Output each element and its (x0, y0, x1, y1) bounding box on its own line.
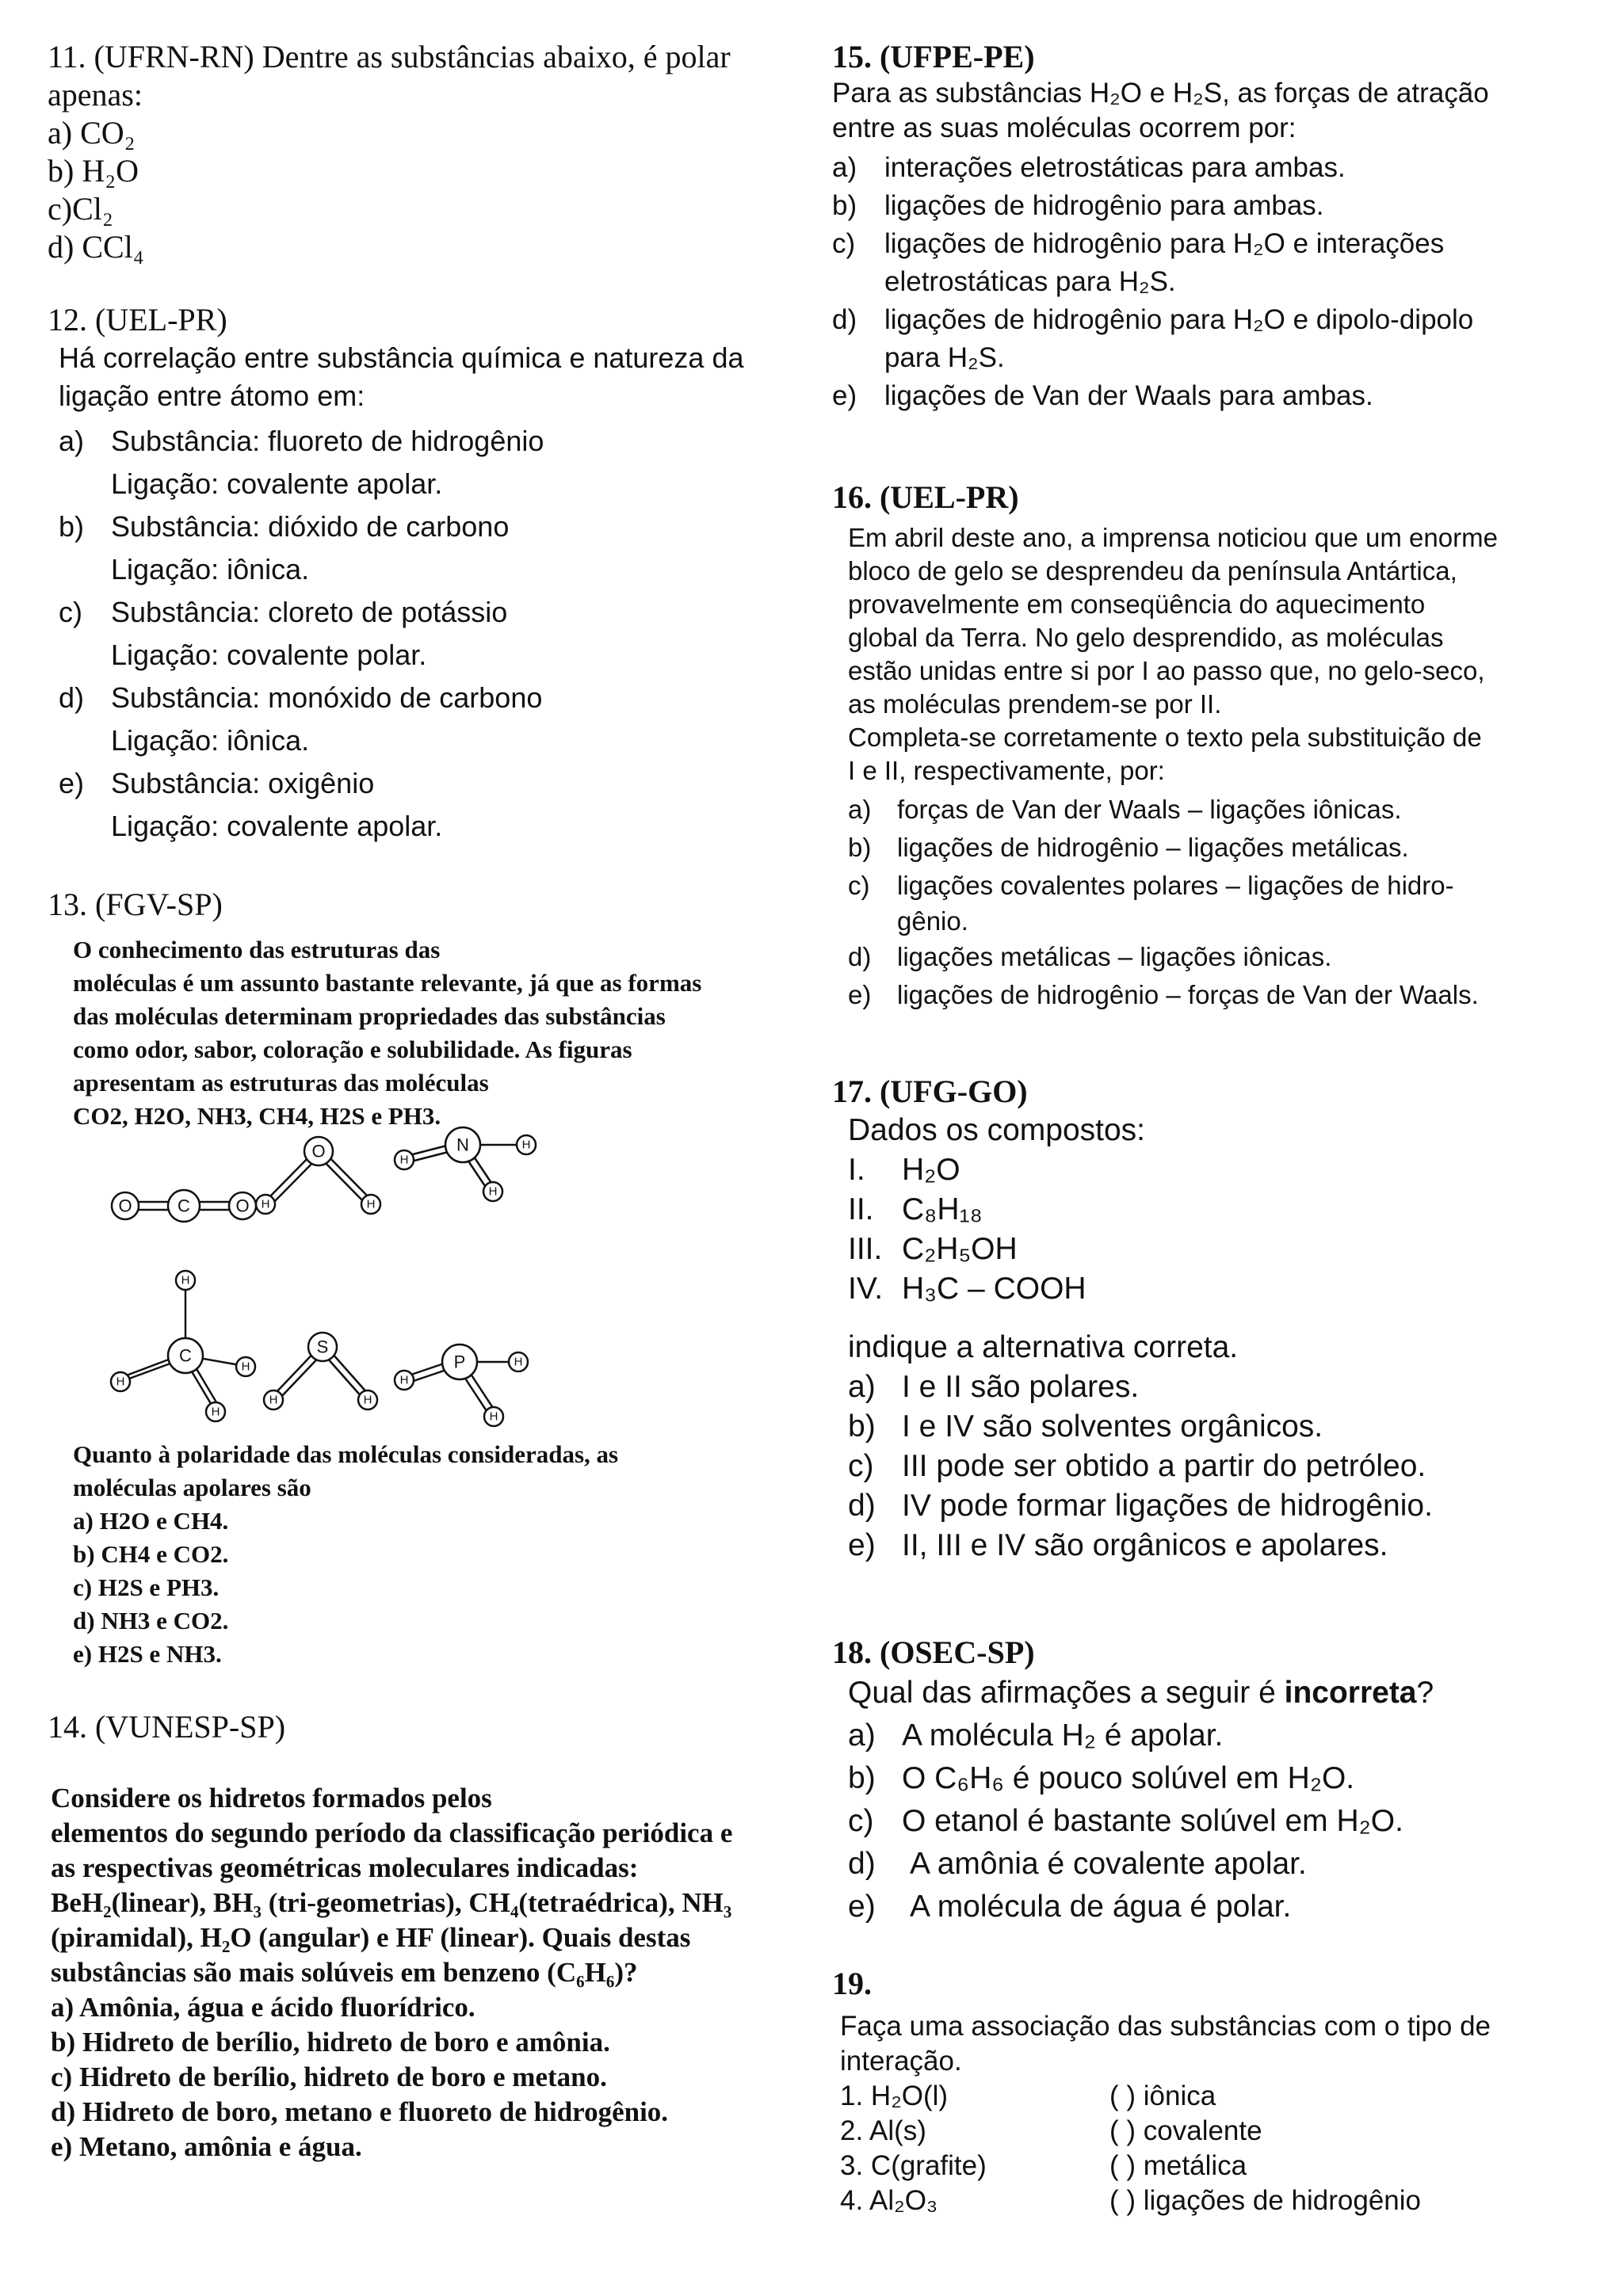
question-13 (48, 886, 785, 1133)
atom-label: H (521, 1138, 531, 1152)
option-text: ligações de Van der Waals para ambas. (884, 380, 1373, 411)
option-text: II, III e IV são orgânicos e apolares. (902, 1528, 1388, 1562)
ph3-molecule (395, 1344, 528, 1426)
option-text: ligações covalentes polares – ligações de hidro- (897, 871, 1454, 900)
compound-number: IV. (848, 1272, 884, 1306)
option-substance: Substância: dióxido de carbono (111, 510, 510, 543)
question-13-stem: moléculas é um assunto bastante relevante, já que as formas (73, 969, 702, 997)
question-13-stem: das moléculas determinam propriedades das substâncias (73, 1002, 666, 1030)
option-text: ligações de hidrogênio – ligações metálicas. (897, 833, 1409, 862)
compound-number: III. (848, 1232, 883, 1266)
option-b: b) H₂O (48, 153, 139, 189)
option-text: I e II são polares. (902, 1370, 1140, 1404)
molecule-structures-figure (95, 1125, 713, 1450)
atom-label: H (211, 1405, 220, 1419)
option-bond: Ligação: covalente apolar. (111, 467, 443, 500)
atom-label: H (181, 1273, 190, 1287)
substance-item: 1. H₂O(l) (840, 2081, 949, 2111)
question-14 (48, 1708, 785, 2164)
option-b (832, 187, 1593, 225)
option-letter: a) (848, 795, 872, 824)
question-12-title: 12. (UEL-PR) (48, 302, 227, 338)
option-substance: Substância: cloreto de potássio (111, 596, 508, 628)
option-b: b) Hidreto de berílio, hidreto de boro e amônia. (51, 2027, 610, 2058)
option-bond: Ligação: iônica. (111, 553, 310, 585)
question-13-title: 13. (FGV-SP) (48, 887, 223, 922)
option-e: e) Metano, amônia e água. (51, 2131, 362, 2162)
substance-item: 3. C(grafite) (840, 2150, 987, 2181)
option-bond: Ligação: iônica. (111, 724, 310, 757)
atom-label: H (399, 1153, 409, 1167)
question-16-stem: global da Terra. No gelo desprendido, as moléculas (848, 623, 1444, 652)
interaction-item: ( ) covalente (1109, 2115, 1262, 2146)
compound-ii (848, 1190, 1593, 1230)
option-text: O etanol é bastante solúvel em H₂O. (902, 1804, 1403, 1838)
option-text: ligações de hidrogênio – forças de Van der Waals. (897, 980, 1479, 1009)
question-17 (832, 1073, 1593, 1566)
question-13-stem: apresentam as estruturas das moléculas (73, 1069, 489, 1097)
compound-formula: H₂O (902, 1153, 960, 1187)
atom-label: H (489, 1409, 498, 1424)
option-text: IV pode formar ligações de hidrogênio. (902, 1489, 1433, 1523)
option-a: a) Amônia, água e ácido fluorídrico. (51, 1992, 475, 2023)
question-16-stem: provavelmente em conseqüência do aquecimento (848, 589, 1426, 619)
option-letter: b) (59, 510, 85, 543)
compound-number: I. (848, 1153, 865, 1187)
question-19-title: 19. (832, 1966, 872, 2001)
question-14-stem: as respectivas geométricas moleculares indicadas: (51, 1852, 639, 1883)
option-letter: d) (59, 681, 85, 714)
atom-label: H (261, 1197, 270, 1211)
interaction-item: ( ) metálica (1109, 2150, 1247, 2181)
question-15-stem: entre as suas moléculas ocorrem por: (832, 113, 1296, 143)
option-letter: c) (59, 596, 82, 628)
atom-label: H (488, 1184, 498, 1199)
option-c: c) Hidreto de berílio, hidreto de boro e metano. (51, 2061, 607, 2092)
question-17-title: 17. (UFG-GO) (832, 1074, 1028, 1109)
question-19-stem: interação. (840, 2046, 962, 2077)
option-letter: d) (848, 1847, 876, 1881)
option-letter: a) (832, 152, 857, 183)
atom-label: P (453, 1352, 466, 1372)
interaction-item: ( ) ligações de hidrogênio (1109, 2185, 1422, 2216)
option-text: I e IV são solventes orgânicos. (902, 1409, 1323, 1444)
question-16-stem: Completa-se corretamente o texto pela substituição de (848, 723, 1482, 752)
option-text: A molécula H₂ é apolar. (902, 1718, 1224, 1753)
option-bond: Ligação: covalente apolar. (111, 810, 443, 842)
compound-formula: C₈H₁₈ (902, 1192, 983, 1226)
option-b: b) CH4 e CO2. (73, 1540, 229, 1568)
option-text: ligações de hidrogênio para ambas. (884, 190, 1324, 221)
atom-label: H (269, 1393, 278, 1407)
option-letter: c) (848, 1804, 874, 1838)
question-13-stem: CO2, H2O, NH3, CH4, H2S e PH3. (73, 1102, 441, 1130)
question-15 (832, 38, 1593, 415)
atom-label: H (514, 1355, 523, 1369)
question-13-question: moléculas apolares são (73, 1474, 311, 1501)
option-e (848, 1886, 1593, 1928)
question-14-stem: substâncias são mais solúveis em benzeno (C₆H₆)? (51, 1957, 638, 1988)
option-e (848, 976, 1593, 1014)
option-text: forças de Van der Waals – ligações iônicas. (897, 795, 1402, 824)
option-letter: a) (59, 425, 85, 457)
option-text: A molécula de água é polar. (910, 1890, 1292, 1924)
atom-label: O (311, 1141, 326, 1161)
stem-emphasis: incorreta (1284, 1676, 1417, 1710)
option-d (832, 301, 1593, 339)
atom-label: H (363, 1393, 372, 1407)
option-d (848, 1486, 1593, 1526)
option-c: c)Cl₂ (48, 191, 113, 227)
option-b (848, 829, 1593, 867)
question-11-title-cont: apenas: (48, 77, 143, 113)
question-18 (832, 1634, 1593, 1928)
atom-label: C (179, 1345, 192, 1366)
question-13-stem: O conhecimento das estruturas das (73, 936, 441, 963)
option-letter: c) (848, 871, 870, 900)
option-e (848, 1526, 1593, 1566)
option-text: III pode ser obtido a partir do petróleo. (902, 1449, 1426, 1483)
atom-label: H (116, 1375, 125, 1389)
option-d (848, 1843, 1593, 1886)
option-substance: Substância: fluoreto de hidrogênio (111, 425, 544, 457)
option-letter: b) (832, 190, 857, 221)
option-text: ligações de hidrogênio para H₂O e dipolo-dipolo (884, 304, 1474, 335)
question-18-title: 18. (OSEC-SP) (832, 1634, 1035, 1670)
question-14-stem: (piramidal), H₂O (angular) e HF (linear). Quais destas (51, 1922, 691, 1953)
question-16-stem: bloco de gelo se desprendeu da península Antártica, (848, 556, 1457, 585)
question-16 (832, 479, 1593, 1014)
option-text: O C₆H₆ é pouco solúvel em H₂O. (902, 1761, 1355, 1795)
question-13-stem: como odor, sabor, coloração e solubilidade. As figuras (73, 1035, 632, 1063)
option-letter: e) (832, 380, 857, 411)
option-b (848, 1757, 1593, 1800)
interaction-item: ( ) iônica (1109, 2081, 1216, 2111)
option-text: A amônia é covalente apolar. (910, 1847, 1307, 1881)
compound-number: II. (848, 1192, 874, 1226)
option-a (848, 1714, 1593, 1757)
option-letter: c) (848, 1449, 874, 1483)
option-a (59, 420, 785, 463)
question-16-title: 16. (UEL-PR) (832, 479, 1019, 515)
question-15-title: 15. (UFPE-PE) (832, 39, 1035, 74)
question-14-stem: BeH₂(linear), BH₃ (tri-geometrias), CH₄(tetraédrica), NH₃ (51, 1887, 732, 1918)
compound-iv (848, 1269, 1593, 1309)
question-16-stem: I e II, respectivamente, por: (848, 756, 1165, 785)
question-16-stem: as moléculas prendem-se por II. (848, 689, 1222, 719)
option-e: e) H2S e NH3. (73, 1640, 222, 1668)
option-d (59, 677, 785, 719)
option-a: a) CO₂ (48, 115, 136, 151)
option-letter: d) (848, 942, 872, 971)
option-letter: b) (848, 833, 872, 862)
atom-label: H (399, 1373, 409, 1387)
option-b (59, 505, 785, 548)
atom-label: H (366, 1197, 376, 1211)
atom-label: S (316, 1337, 329, 1357)
question-14-title: 14. (VUNESP-SP) (48, 1709, 286, 1745)
option-c (832, 225, 1593, 263)
option-c (59, 591, 785, 634)
option-text: ligações de hidrogênio para H₂O e interações (884, 228, 1445, 259)
ch4-molecule (111, 1271, 255, 1421)
association-table (840, 2079, 1593, 2218)
nh3-molecule (395, 1127, 536, 1201)
stem-end: ? (1416, 1676, 1434, 1710)
stem-text: Qual das afirmações a seguir é (848, 1676, 1285, 1710)
compound-iii (848, 1230, 1593, 1269)
option-letter: e) (848, 980, 872, 1009)
option-text-cont: eletrostáticas para H₂S. (884, 266, 1176, 297)
option-letter: c) (832, 228, 856, 259)
option-text: ligações metálicas – ligações iônicas. (897, 942, 1332, 971)
option-a (848, 1367, 1593, 1407)
question-12 (48, 301, 785, 848)
option-a (832, 149, 1593, 187)
option-letter: a) (848, 1718, 876, 1753)
question-17-instruction: indique a alternativa correta. (848, 1330, 1239, 1364)
h2o-molecule (256, 1137, 380, 1214)
question-18-stem (848, 1672, 1593, 1714)
question-17-stem: Dados os compostos: (848, 1113, 1146, 1147)
compound-formula: H₃C – COOH (902, 1272, 1086, 1306)
option-d (848, 938, 1593, 976)
h2s-molecule (264, 1333, 377, 1409)
option-letter: d) (832, 304, 857, 335)
option-letter: e) (848, 1528, 876, 1562)
option-c: c) H2S e PH3. (73, 1573, 220, 1601)
question-13-options (48, 1438, 810, 1671)
option-bond: Ligação: covalente polar. (111, 639, 427, 671)
question-12-stem-cont: ligação entre átomo em: (59, 379, 365, 412)
option-c (848, 867, 1593, 905)
option-letter: b) (848, 1761, 876, 1795)
question-16-stem: estão unidas entre si por I ao passo que, no gelo-seco, (848, 656, 1485, 685)
option-letter: a) (848, 1370, 876, 1404)
option-substance: Substância: monóxido de carbono (111, 681, 543, 714)
question-12-stem: Há correlação entre substância química e natureza da (59, 341, 744, 374)
question-11-title: 11. (UFRN-RN) Dentre as substâncias abaixo, é polar (48, 39, 731, 74)
question-14-stem: elementos do segundo período da classificação periódica e (51, 1817, 733, 1848)
question-15-stem: Para as substâncias H₂O e H₂S, as forças de atração (832, 78, 1489, 109)
option-letter: e) (848, 1890, 876, 1924)
substance-item: 2. Al(s) (840, 2115, 926, 2146)
option-c (848, 1447, 1593, 1486)
option-d: d) Hidreto de boro, metano e fluoreto de hidrogênio. (51, 2096, 669, 2127)
option-letter: b) (848, 1409, 876, 1444)
option-e (59, 762, 785, 805)
option-text-cont: para H₂S. (884, 342, 1005, 373)
option-letter: d) (848, 1489, 876, 1523)
option-text: interações eletrostáticas para ambas. (884, 152, 1346, 183)
question-14-stem: Considere os hidretos formados pelos (51, 1783, 492, 1814)
compound-formula: C₂H₅OH (902, 1232, 1018, 1266)
option-c (848, 1800, 1593, 1843)
co2-molecule (112, 1190, 256, 1222)
substance-item: 4. Al₂O₃ (840, 2185, 938, 2216)
option-d: d) CCl₄ (48, 229, 144, 265)
option-substance: Substância: oxigênio (111, 767, 375, 799)
atom-label: H (241, 1360, 250, 1374)
option-b (848, 1407, 1593, 1447)
option-a (848, 791, 1593, 829)
option-text-cont: gênio. (897, 906, 968, 936)
option-letter: e) (59, 767, 85, 799)
option-d: d) NH3 e CO2. (73, 1607, 229, 1634)
option-a: a) H2O e CH4. (73, 1507, 229, 1535)
atom-label: O (235, 1196, 250, 1216)
question-16-stem: Em abril deste ano, a imprensa noticiou que um enorme (848, 523, 1498, 552)
question-13-question: Quanto à polaridade das moléculas consideradas, as (73, 1440, 619, 1468)
atom-label: N (456, 1135, 469, 1155)
option-e (832, 377, 1593, 415)
atom-label: C (178, 1196, 190, 1216)
question-19 (832, 1965, 1593, 2218)
compound-i (848, 1150, 1593, 1190)
atom-label: O (118, 1196, 132, 1216)
question-11 (48, 38, 785, 266)
question-19-stem: Faça uma associação das substâncias com o tipo de (840, 2011, 1491, 2042)
